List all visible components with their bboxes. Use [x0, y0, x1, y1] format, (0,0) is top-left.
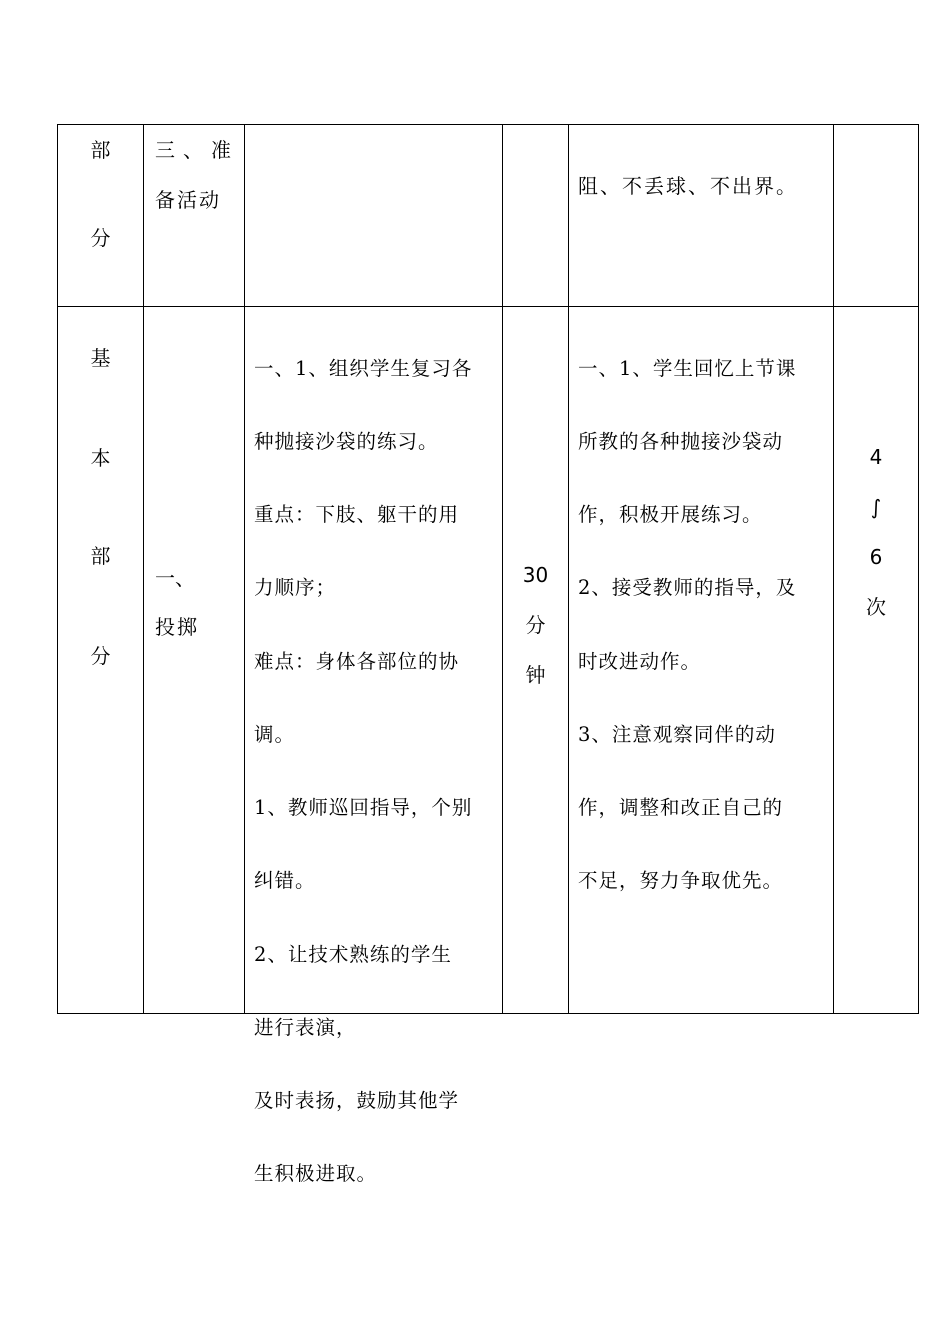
item-line: 三、准	[155, 138, 239, 162]
row-divider	[57, 306, 919, 307]
teacher-line: 力顺序；	[254, 576, 337, 600]
teacher-line: 2、让技术熟练的学生	[254, 942, 452, 966]
student-line: 作，调整和改正自己的	[578, 796, 784, 820]
teacher-line: 难点：身体各部位的协	[254, 649, 460, 673]
row2-student-cell	[578, 308, 831, 943]
section-char: 部	[90, 544, 111, 568]
section-char: 本	[90, 446, 111, 470]
row1-item-cell	[155, 138, 240, 212]
teacher-line: 进行表演，	[254, 1015, 357, 1039]
teacher-line: 种抛接沙袋的练习。	[254, 430, 439, 454]
row2-time-cell	[503, 563, 568, 687]
col-border	[918, 124, 919, 1014]
time-char: 钟	[525, 663, 546, 687]
student-line: 作，积极开展练习。	[578, 503, 763, 527]
teacher-line: 及时表扬，鼓励其他学	[254, 1089, 460, 1112]
time-char: 分	[525, 613, 546, 637]
row2-teacher-cell	[254, 308, 500, 1235]
col-border	[143, 124, 144, 1014]
section-char: 分	[90, 226, 111, 250]
row1-student-cell	[578, 126, 830, 246]
table-top-border	[57, 124, 919, 125]
row1-section-cell	[58, 138, 143, 250]
section-char: 基	[90, 346, 111, 370]
student-line: 不足，努力争取优先。	[578, 869, 784, 893]
teacher-line: 调。	[254, 722, 296, 746]
item-line: 备活动	[155, 188, 221, 212]
teacher-line: 一、1、组织学生复习各	[254, 356, 473, 380]
row2-section-cell	[58, 346, 143, 668]
teacher-line: 重点：下肢、躯干的用	[254, 503, 460, 527]
row2-item-cell	[155, 566, 240, 639]
time-char: 30	[522, 563, 549, 587]
item-line: 一、	[155, 566, 195, 590]
teacher-line: 生积极进取。	[254, 1162, 378, 1186]
student-line: 一、1、学生回忆上节课	[578, 356, 797, 380]
count-char: 次	[866, 595, 886, 619]
student-line: 所教的各种抛接沙袋动	[578, 430, 784, 454]
count-char: 4	[869, 445, 883, 469]
student-line: 时改进动作。	[578, 649, 702, 673]
item-line: 投掷	[155, 615, 199, 639]
student-line: 2、接受教师的指导，及	[578, 576, 797, 600]
student-line: 阻、不丢球、不出界。	[578, 174, 798, 198]
row2-count-cell	[834, 445, 918, 619]
teacher-line: 1、教师巡回指导，个别	[254, 796, 473, 820]
col-border	[568, 124, 569, 1014]
section-char: 分	[90, 644, 111, 668]
teacher-line: 纠错。	[254, 869, 316, 893]
count-char: 6	[869, 545, 883, 569]
student-line: 3、注意观察同伴的动	[578, 722, 776, 746]
col-border	[244, 124, 245, 1014]
section-char: 部	[90, 138, 111, 162]
count-char: ∫	[870, 495, 882, 519]
